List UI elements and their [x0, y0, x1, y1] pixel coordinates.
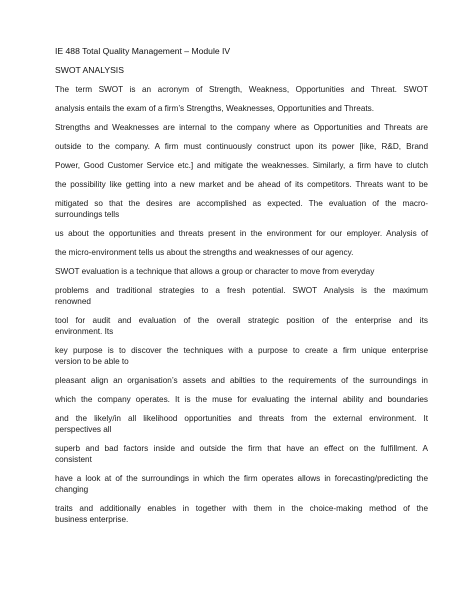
- text-line: Strengths and Weaknesses are internal to the company where as Opportunities and Threats are: [55, 123, 428, 132]
- text-line: SWOT evaluation is a technique that allows a group or character to move from everyday: [55, 267, 375, 276]
- text-line: analysis entails the exam of a firm’s Strengths, Weaknesses, Opportunities and Threats.: [55, 104, 375, 113]
- text-line: The term SWOT is an acronym of Strength, Weakness, Opportunities and Threat. SWOT: [55, 85, 428, 94]
- text-line: renowned: [55, 297, 91, 306]
- text-line: key purpose is to discover the techniques with a purpose to create a firm unique enterprise: [55, 346, 428, 355]
- text-line: superb and bad factors inside and outside the firm that have an effect on the fulfillment. A: [55, 444, 428, 453]
- text-line: outside to the company. A firm must continuously construct upon its power [like, R&D, Brand: [55, 142, 428, 151]
- text-line: tool for audit and evaluation of the overall strategic position of the enterprise and its: [55, 316, 428, 325]
- text-line: Power, Good Customer Service etc.] and mitigate the weaknesses. Similarly, a firm have to clutch: [55, 161, 428, 170]
- text-line: the micro-environment tells us about the strengths and weaknesses of our agency.: [55, 248, 354, 257]
- text-line: environment. Its: [55, 327, 114, 336]
- body-text: [55, 84, 428, 525]
- text-line: problems and traditional strategies to a fresh potential. SWOT Analysis is the maximum: [55, 286, 428, 295]
- text-line: perspectives all: [55, 425, 112, 434]
- text-line: and the likely/in all likelihood opportunities and threats from the external environment. It: [55, 414, 428, 423]
- course-title: IE 488 Total Quality Management – Module IV: [55, 46, 231, 56]
- text-line: have a look at of the surroundings in which the firm operates allows in forecasting/predicting the: [55, 474, 428, 483]
- text-line: which the company operates. It is the muse for evaluating the internal ability and boundaries: [55, 395, 428, 404]
- text-line: surroundings tells: [55, 210, 120, 219]
- text-line: traits and additionally enables in together with them in the choice-making method of the: [55, 504, 428, 513]
- text-line: changing: [55, 485, 89, 494]
- text-line: business enterprise.: [55, 515, 129, 524]
- section-title: SWOT ANALYSIS: [55, 65, 124, 75]
- document-body: [55, 46, 428, 525]
- text-line: mitigated so that the desires are accomplished as expected. The evaluation of the macro-: [55, 199, 428, 208]
- text-line: pleasant align an organisation’s assets and abilties to the requirements of the surroundings in: [55, 376, 428, 385]
- text-line: version to be able to: [55, 357, 129, 366]
- text-line: consistent: [55, 455, 92, 464]
- text-line: us about the opportunities and threats present in the environment for our employer. Analysis of: [55, 229, 428, 238]
- text-line: the possibility like getting into a new market and be ahead of its competitors. Threats want to be: [55, 180, 428, 189]
